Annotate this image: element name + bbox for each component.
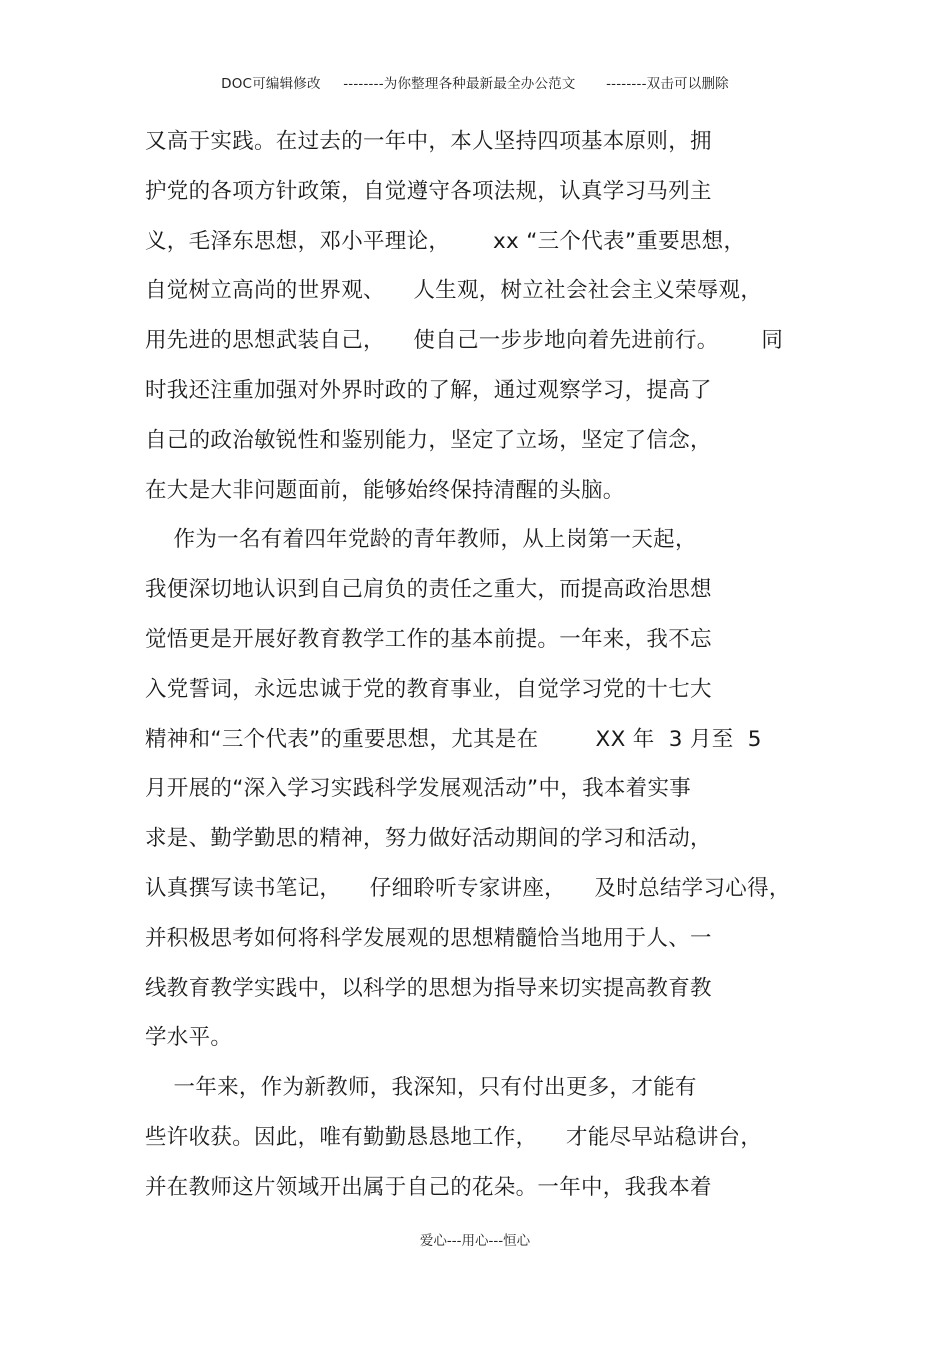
text-line: 又高于实践。在过去的一年中，本人坚持四项基本原则，拥 — [145, 129, 712, 154]
text-line: 学水平。 — [145, 1025, 233, 1051]
text-line: 些许收获。因此，唯有勤勤恳恳地工作， 才能尽早站稳讲台， — [145, 1124, 763, 1150]
header-left-text: DOC可编辑修改 — [221, 76, 321, 92]
text-line: 作为一名有着四年党龄的青年教师，从上岗第一天起， — [145, 527, 697, 553]
page-header — [0, 72, 950, 92]
text-line: 求是、勤学勤思的精神，努力做好活动期间的学习和活动， — [145, 826, 712, 852]
text-line: 在大是大非问题面前，能够始终保持清醒的头脑。 — [145, 477, 625, 503]
header-middle-text: --------为你整理各种最新最全办公范文 — [343, 76, 576, 92]
text-line: 用先进的思想武装自己， 使自己一步步地向着先进前行。 同 — [145, 328, 784, 354]
text-line: 线教育教学实践中，以科学的思想为指导来切实提高教育教 — [145, 975, 712, 1001]
text-line: 并积极思考如何将科学发展观的思想精髓恰当地用于人、一 — [145, 925, 712, 951]
text-line: 一年来，作为新教师，我深知，只有付出更多，才能有 — [145, 1075, 697, 1101]
text-line: 自己的政治敏锐性和鉴别能力，坚定了立场，坚定了信念， — [145, 427, 712, 453]
text-line: 自觉树立高尚的世界观、 人生观，树立社会社会主义荣辱观， — [145, 278, 763, 304]
text-line: 入党誓词，永远忠诚于党的教育事业，自觉学习党的十七大 — [145, 676, 712, 702]
header-right-text: --------双击可以删除 — [606, 76, 729, 92]
text-line: 觉悟更是开展好教育教学工作的基本前提。一年来，我不忘 — [145, 626, 712, 652]
text-line: 义，毛泽东思想，邓小平理论， xx “三个代表”重要思想， — [145, 228, 746, 254]
page-footer: 爱心---用心---恒心 — [419, 1233, 531, 1249]
text-line: 认真撰写读书笔记， 仔细聆听专家讲座， 及时总结学习心得， — [145, 875, 791, 901]
text-line: 时我还注重加强对外界时政的了解，通过观察学习，提高了 — [145, 377, 712, 403]
text-line: 护党的各项方针政策，自觉遵守各项法规，认真学习马列主 — [145, 178, 712, 204]
text-line: 精神和“三个代表”的重要思想，尤其是在 XX 年 3 月至 5 — [145, 726, 762, 752]
text-line: 月开展的“深入学习实践科学发展观活动”中，我本着实事 — [145, 776, 692, 802]
document-body — [145, 124, 825, 1220]
text-line: 我便深切地认识到自己肩负的责任之重大，而提高政治思想 — [145, 577, 712, 603]
text-line: 并在教师这片领域开出属于自己的花朵。一年中，我我本着 — [145, 1174, 712, 1200]
